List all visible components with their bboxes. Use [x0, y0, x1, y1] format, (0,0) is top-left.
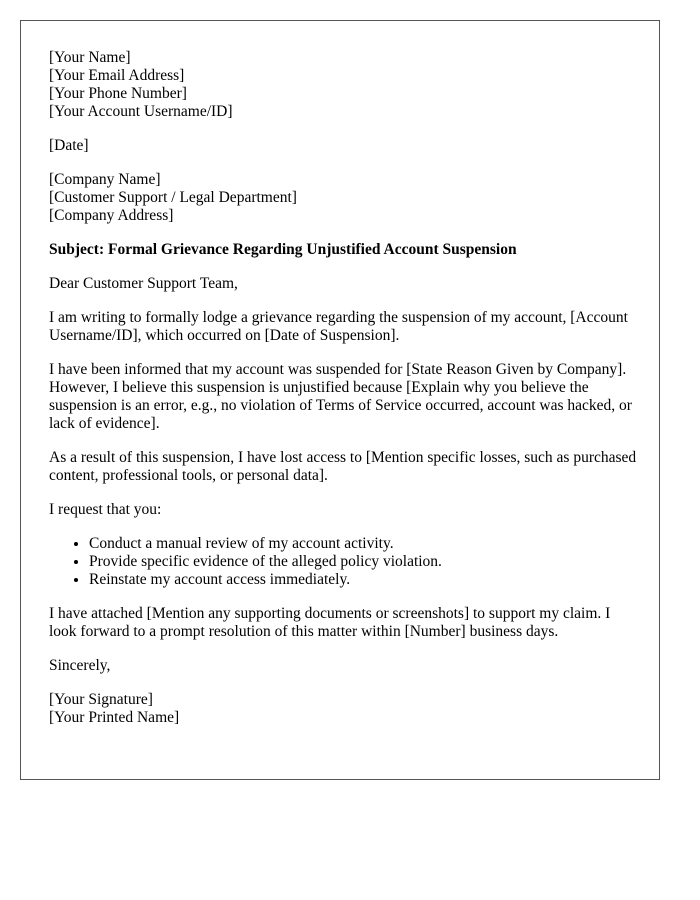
body-paragraph: I am writing to formally lodge a grievance regarding the suspension of my account, [Account Username/ID], which occurred on [Date of Suspension]. — [49, 309, 628, 344]
sender-block — [49, 49, 641, 121]
signature-line: [Your Signature] — [49, 691, 153, 708]
request-item: • Reinstate my account access immediately. — [89, 571, 641, 589]
letter-subject: Subject: Formal Grievance Regarding Unjustified Account Suspension — [49, 241, 517, 258]
recipient-block — [49, 171, 641, 225]
sign-off: Sincerely, — [49, 657, 111, 674]
request-intro: I request that you: — [49, 501, 162, 518]
closing-paragraph: I have attached [Mention any supporting documents or screenshots] to support my claim. I look forward to a prompt resolution of this matter within [Number] business days. — [49, 605, 611, 640]
request-list — [49, 535, 641, 589]
body-paragraph: I have been informed that my account was suspended for [State Reason Given by Company]. However, I believe this suspension is unjustified because [Explain why you believe the suspension is an error, e.g., no violation of Terms of Service occurred, account was hacked, or lack of evidence]. — [49, 361, 632, 432]
recipient-address: [Company Address] — [49, 207, 174, 224]
printed-name: [Your Printed Name] — [49, 709, 180, 726]
sender-account: [Your Account Username/ID] — [49, 103, 233, 120]
sender-email: [Your Email Address] — [49, 67, 185, 84]
recipient-department: [Customer Support / Legal Department] — [49, 189, 297, 206]
salutation: Dear Customer Support Team, — [49, 275, 238, 292]
request-item: • Provide specific evidence of the alleged policy violation. — [89, 553, 641, 571]
letter-document — [20, 20, 660, 780]
signature-block — [49, 691, 641, 727]
recipient-company: [Company Name] — [49, 171, 161, 188]
sender-name: [Your Name] — [49, 49, 131, 66]
body-paragraph: As a result of this suspension, I have lost access to [Mention specific losses, such as purchased content, professional tools, or personal data]. — [49, 449, 637, 484]
date-block — [49, 137, 641, 155]
letter-date: [Date] — [49, 137, 89, 154]
request-item: • Conduct a manual review of my account activity. — [89, 535, 641, 553]
sender-phone: [Your Phone Number] — [49, 85, 187, 102]
